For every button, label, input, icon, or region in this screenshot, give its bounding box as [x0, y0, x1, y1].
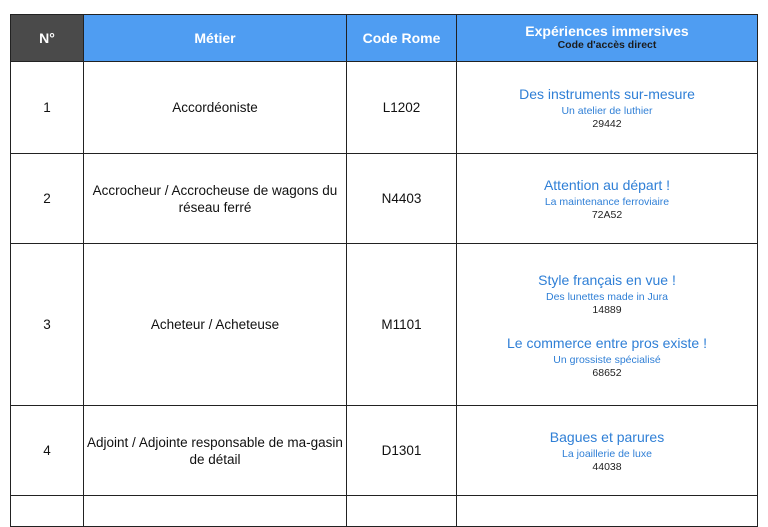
experience-title-link[interactable]: Style français en vue !: [538, 271, 676, 288]
row-experiences: [457, 154, 758, 244]
row-code-rome: L1202: [347, 62, 457, 154]
row-experiences: [457, 62, 758, 154]
experience-subtitle-link[interactable]: La joaillerie de luxe: [562, 448, 652, 460]
experience-access-code: 44038: [592, 461, 622, 473]
experience-entry: [457, 428, 757, 473]
header-code-rome: Code Rome: [347, 15, 457, 62]
table-row: [11, 496, 758, 527]
metiers-table: [10, 14, 758, 527]
experience-entry: [457, 85, 757, 130]
row-metier: Adjoint / Adjointe responsable de ma-gasin de détail: [84, 406, 347, 496]
row-metier: Acheteur / Acheteuse: [84, 244, 347, 406]
row-number-empty: [11, 496, 84, 527]
row-experiences-empty: [457, 496, 758, 527]
header-experiences: [457, 15, 758, 62]
row-metier-empty: [84, 496, 347, 527]
experience-title-link[interactable]: Attention au départ !: [543, 177, 671, 193]
experience-entry: [457, 176, 757, 221]
experience-access-code: 72A52: [591, 209, 623, 221]
row-code-rome: M1101: [347, 244, 457, 406]
experience-subtitle-link[interactable]: Un grossiste spécialisé: [553, 353, 661, 366]
experience-title-link[interactable]: Le commerce entre pros existe !: [507, 334, 707, 351]
header-num: N°: [11, 15, 84, 62]
row-number: 2: [11, 154, 84, 244]
row-code-rome-empty: [347, 496, 457, 527]
row-code-rome: D1301: [347, 406, 457, 496]
table-row: [11, 406, 758, 496]
table-row: [11, 154, 758, 244]
row-metier: Accrocheur / Accrocheuse de wagons du réseau ferré: [84, 154, 347, 244]
experience-subtitle-link[interactable]: La maintenance ferroviaire: [544, 196, 670, 208]
row-number: 4: [11, 406, 84, 496]
header-experiences-label: Expériences immersives: [525, 23, 689, 39]
experience-access-code: 68652: [592, 366, 622, 379]
row-number: 3: [11, 244, 84, 406]
table-header-row: [11, 15, 758, 62]
experience-access-code: 14889: [592, 303, 622, 316]
experience-entry: [457, 271, 757, 316]
row-experiences: [457, 406, 758, 496]
row-number: 1: [11, 62, 84, 154]
row-metier: Accordéoniste: [84, 62, 347, 154]
header-access-code-label: Code d'accès direct: [557, 39, 657, 51]
header-metier: Métier: [84, 15, 347, 62]
experience-access-code: 29442: [592, 118, 622, 130]
table-row: [11, 62, 758, 154]
table-row: [11, 244, 758, 406]
row-code-rome: N4403: [347, 154, 457, 244]
experience-title-link[interactable]: Bagues et parures: [549, 429, 665, 445]
experience-subtitle-link[interactable]: Des lunettes made in Jura: [546, 290, 668, 303]
experience-title-link[interactable]: Des instruments sur-mesure: [519, 86, 695, 102]
experience-entry: [457, 334, 757, 379]
experience-subtitle-link[interactable]: Un atelier de luthier: [561, 105, 653, 117]
row-experiences: [457, 244, 758, 406]
